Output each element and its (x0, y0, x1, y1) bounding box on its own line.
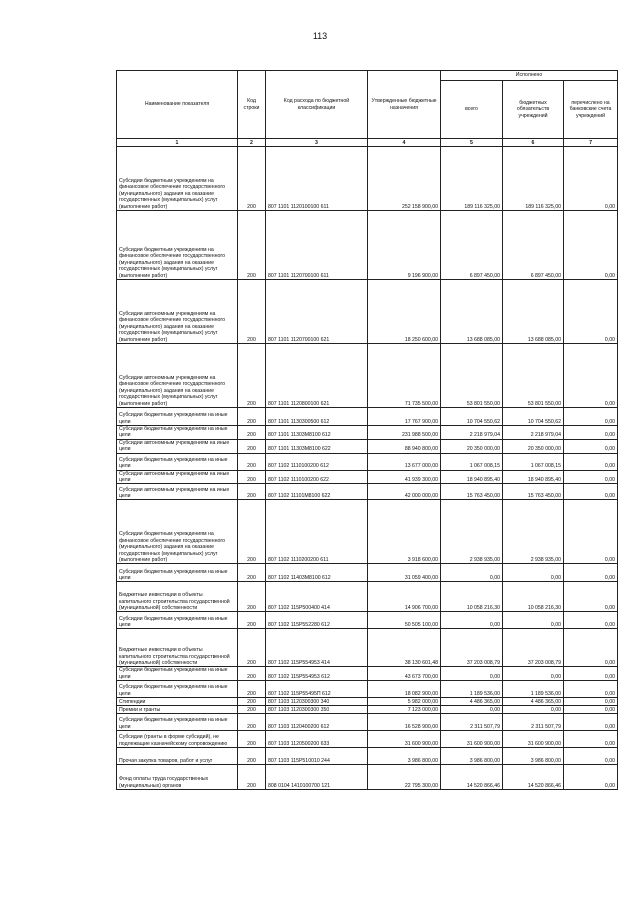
row-total: 53 801 550,00 (441, 344, 503, 408)
row-kbk: 807 1103 1120500200 633 (266, 731, 368, 748)
row-name: Субсидии бюджетным учреждениям на иные цели (117, 612, 238, 629)
row-institutions: 4 486 365,00 (503, 698, 564, 706)
row-name: Субсидии бюджетным учреждениям на финансовое обеспечение государственного (муниципального) задания на оказание государственных (муниципальных) услуг (выполнение работ) (117, 211, 238, 280)
row-code: 200 (238, 147, 266, 211)
row-total: 2 218 979,04 (441, 426, 503, 440)
row-institutions: 2 311 507,79 (503, 714, 564, 731)
row-approved: 5 982 000,00 (368, 698, 441, 706)
row-transfer: 0,00 (564, 453, 618, 470)
row-institutions: 10 704 550,62 (503, 408, 564, 426)
row-kbk: 807 1103 1120300300 350 (266, 706, 368, 714)
row-code: 200 (238, 629, 266, 667)
row-total: 0,00 (441, 667, 503, 681)
header-total: всего (441, 81, 503, 139)
row-code: 200 (238, 211, 266, 280)
row-code: 200 (238, 280, 266, 344)
table-row (117, 612, 618, 629)
row-total: 37 203 008,79 (441, 629, 503, 667)
row-kbk: 807 1101 11303M8100 612 (266, 426, 368, 440)
row-transfer: 0,00 (564, 408, 618, 426)
table-row (117, 280, 618, 344)
row-transfer: 0,00 (564, 714, 618, 731)
row-transfer: 0,00 (564, 748, 618, 765)
row-transfer: 0,00 (564, 629, 618, 667)
row-approved: 42 000 000,00 (368, 484, 441, 500)
row-institutions: 0,00 (503, 612, 564, 629)
row-kbk: 807 1102 11403M8100 612 (266, 564, 368, 582)
row-total: 189 116 325,00 (441, 147, 503, 211)
row-institutions: 20 350 000,00 (503, 439, 564, 453)
row-kbk: 807 1102 115P55495П 612 (266, 681, 368, 698)
row-name: Субсидии (гранты в форме субсидий), не подлежащие казначейскому сопровождению (117, 731, 238, 748)
row-total: 1 189 536,00 (441, 681, 503, 698)
row-approved: 43 673 700,00 (368, 667, 441, 681)
table-row (117, 147, 618, 211)
row-transfer: 0,00 (564, 484, 618, 500)
row-approved: 22 795 300,00 (368, 765, 441, 790)
row-institutions: 3 986 800,00 (503, 748, 564, 765)
table-row (117, 681, 618, 698)
row-code: 200 (238, 667, 266, 681)
row-total: 10 704 550,62 (441, 408, 503, 426)
row-approved: 7 123 000,00 (368, 706, 441, 714)
row-institutions: 0,00 (503, 667, 564, 681)
row-transfer: 0,00 (564, 765, 618, 790)
row-kbk: 807 1102 115P552280 612 (266, 612, 368, 629)
row-transfer: 0,00 (564, 280, 618, 344)
row-approved: 3 986 800,00 (368, 748, 441, 765)
table-row (117, 211, 618, 280)
row-transfer: 0,00 (564, 582, 618, 612)
row-kbk: 807 1101 1130300500 612 (266, 408, 368, 426)
row-transfer: 0,00 (564, 731, 618, 748)
row-approved: 38 130 601,48 (368, 629, 441, 667)
row-kbk: 807 1102 11101M8100 622 (266, 484, 368, 500)
table-row (117, 748, 618, 765)
row-name: Субсидии бюджетным учреждениям на иные цели (117, 681, 238, 698)
row-approved: 252 158 900,00 (368, 147, 441, 211)
header-kbk: Код расхода по бюджетной классификации (266, 71, 368, 139)
row-institutions: 6 897 450,00 (503, 211, 564, 280)
row-code: 200 (238, 500, 266, 564)
table-row (117, 714, 618, 731)
table-row (117, 706, 618, 714)
row-transfer: 0,00 (564, 564, 618, 582)
table-row (117, 344, 618, 408)
column-numbers-row (117, 139, 618, 147)
row-name: Бюджетные инвестиции в объекты капитального строительства государственной (муниципальной) собственности (117, 629, 238, 667)
row-code: 200 (238, 344, 266, 408)
row-kbk: 807 1102 1110100200 622 (266, 470, 368, 484)
row-code: 200 (238, 470, 266, 484)
row-kbk: 807 1101 1120700100 621 (266, 280, 368, 344)
column-number: 4 (368, 139, 441, 147)
row-kbk: 807 1103 1120300300 340 (266, 698, 368, 706)
row-approved: 14 906 700,00 (368, 582, 441, 612)
row-approved: 71 735 500,00 (368, 344, 441, 408)
row-total: 10 058 216,30 (441, 582, 503, 612)
row-total: 0,00 (441, 706, 503, 714)
row-transfer: 0,00 (564, 426, 618, 440)
row-institutions: 2 218 979,04 (503, 426, 564, 440)
row-institutions: 1 067 008,15 (503, 453, 564, 470)
row-institutions: 37 203 008,79 (503, 629, 564, 667)
table-row (117, 698, 618, 706)
row-approved: 17 767 900,00 (368, 408, 441, 426)
column-number: 2 (238, 139, 266, 147)
column-number: 5 (441, 139, 503, 147)
row-kbk: 807 1101 1120100100 611 (266, 147, 368, 211)
row-institutions: 0,00 (503, 564, 564, 582)
row-name: Субсидии автономным учреждениям на иные цели (117, 470, 238, 484)
row-total: 4 486 365,00 (441, 698, 503, 706)
row-kbk: 807 1102 1110200200 611 (266, 500, 368, 564)
header-approved: Утвержденные бюджетные назначения (368, 71, 441, 139)
row-institutions: 18 940 895,40 (503, 470, 564, 484)
row-transfer: 0,00 (564, 344, 618, 408)
row-name: Субсидии бюджетным учреждениям на иные цели (117, 408, 238, 426)
row-code: 200 (238, 698, 266, 706)
page-number: 113 (312, 31, 328, 41)
row-total: 18 940 895,40 (441, 470, 503, 484)
row-total: 2 938 935,00 (441, 500, 503, 564)
row-name: Субсидии бюджетным учреждениям на иные цели (117, 426, 238, 440)
row-code: 200 (238, 439, 266, 453)
row-total: 3 986 800,00 (441, 748, 503, 765)
row-approved: 13 677 000,00 (368, 453, 441, 470)
row-name: Премии и гранты (117, 706, 238, 714)
row-name: Субсидии бюджетным учреждениям на иные цели (117, 564, 238, 582)
row-name: Стипендии (117, 698, 238, 706)
row-code: 200 (238, 612, 266, 629)
row-total: 14 520 866,46 (441, 765, 503, 790)
table-row (117, 564, 618, 582)
row-name: Бюджетные инвестиции в объекты капитального строительства государственной (муниципальной) собственности (117, 582, 238, 612)
row-name: Субсидии бюджетным учреждениям на иные цели (117, 714, 238, 731)
row-transfer: 0,00 (564, 612, 618, 629)
row-name: Прочая закупка товаров, работ и услуг (117, 748, 238, 765)
row-name: Субсидии бюджетным учреждениям на финансовое обеспечение государственного (муниципального) задания на оказание государственных (муниципальных) услуг (выполнение работ) (117, 500, 238, 564)
row-kbk: 807 1101 1120700100 611 (266, 211, 368, 280)
row-total: 20 350 000,00 (441, 439, 503, 453)
row-total: 31 600 900,00 (441, 731, 503, 748)
row-transfer: 0,00 (564, 698, 618, 706)
table-row (117, 453, 618, 470)
row-approved: 41 939 300,00 (368, 470, 441, 484)
row-approved: 50 505 100,00 (368, 612, 441, 629)
column-number: 3 (266, 139, 368, 147)
row-code: 200 (238, 564, 266, 582)
row-transfer: 0,00 (564, 147, 618, 211)
header-transfer: перечислено на банковские счета учреждений (564, 81, 618, 139)
row-total: 6 897 450,00 (441, 211, 503, 280)
row-kbk: 807 1102 115P554953 612 (266, 667, 368, 681)
row-transfer: 0,00 (564, 667, 618, 681)
row-code: 200 (238, 731, 266, 748)
row-name: Субсидии автономным учреждениям на финансовое обеспечение государственного (муниципального) задания на оказание государственных (муниципальных) услуг (выполнение работ) (117, 280, 238, 344)
row-transfer: 0,00 (564, 500, 618, 564)
row-code: 200 (238, 714, 266, 731)
row-code: 200 (238, 484, 266, 500)
column-number: 7 (564, 139, 618, 147)
row-total: 0,00 (441, 612, 503, 629)
row-name: Субсидии автономным учреждениям на иные цели (117, 439, 238, 453)
row-name: Фонд оплаты труда государственных (муниципальных) органов (117, 765, 238, 790)
table-row (117, 426, 618, 440)
row-institutions: 13 688 085,00 (503, 280, 564, 344)
table-row (117, 500, 618, 564)
row-institutions: 14 520 866,46 (503, 765, 564, 790)
row-code: 200 (238, 582, 266, 612)
row-institutions: 2 938 935,00 (503, 500, 564, 564)
row-approved: 18 250 600,00 (368, 280, 441, 344)
row-total: 15 763 450,00 (441, 484, 503, 500)
header-name: Наименование показателя (117, 71, 238, 139)
row-transfer: 0,00 (564, 439, 618, 453)
row-approved: 88 940 800,00 (368, 439, 441, 453)
row-name: Субсидии автономным учреждениям на иные цели (117, 484, 238, 500)
row-code: 200 (238, 408, 266, 426)
row-institutions: 15 763 450,00 (503, 484, 564, 500)
table-body (117, 139, 618, 790)
table-row (117, 667, 618, 681)
budget-execution-table (116, 70, 618, 790)
row-name: Субсидии бюджетным учреждениям на иные цели (117, 453, 238, 470)
row-kbk: 807 1102 1110100200 612 (266, 453, 368, 470)
row-institutions: 0,00 (503, 706, 564, 714)
row-approved: 16 528 900,00 (368, 714, 441, 731)
table-row (117, 731, 618, 748)
row-code: 200 (238, 748, 266, 765)
row-code: 200 (238, 706, 266, 714)
table-row (117, 439, 618, 453)
row-kbk: 807 1101 1120800100 621 (266, 344, 368, 408)
row-approved: 31 059 400,00 (368, 564, 441, 582)
row-kbk: 807 1102 115P554953 414 (266, 629, 368, 667)
row-approved: 9 196 900,00 (368, 211, 441, 280)
row-approved: 18 082 900,00 (368, 681, 441, 698)
row-code: 200 (238, 426, 266, 440)
header-executed: Исполнено (441, 71, 618, 81)
row-name: Субсидии бюджетным учреждениям на финансовое обеспечение государственного (муниципального) задания на оказание государственных (муниципальных) услуг (выполнение работ) (117, 147, 238, 211)
column-number: 6 (503, 139, 564, 147)
row-kbk: 807 1103 115P510010 244 (266, 748, 368, 765)
row-transfer: 0,00 (564, 470, 618, 484)
table-row (117, 629, 618, 667)
row-institutions: 31 600 900,00 (503, 731, 564, 748)
row-institutions: 189 116 325,00 (503, 147, 564, 211)
table-row (117, 408, 618, 426)
row-approved: 3 918 600,00 (368, 500, 441, 564)
table-row (117, 765, 618, 790)
row-kbk: 808 0104 1410100700 121 (266, 765, 368, 790)
row-name: Субсидии автономным учреждениям на финансовое обеспечение государственного (муниципального) задания на оказание государственных (муниципальных) услуг (выполнение работ) (117, 344, 238, 408)
header-code: Код строки (238, 71, 266, 139)
table-row (117, 470, 618, 484)
row-kbk: 807 1103 1120400200 612 (266, 714, 368, 731)
row-transfer: 0,00 (564, 681, 618, 698)
row-transfer: 0,00 (564, 211, 618, 280)
row-institutions: 1 189 536,00 (503, 681, 564, 698)
column-number: 1 (117, 139, 238, 147)
row-total: 13 688 085,00 (441, 280, 503, 344)
header-institutions: бюджетных обязательств учреждений (503, 81, 564, 139)
row-total: 2 311 507,79 (441, 714, 503, 731)
row-approved: 31 600 900,00 (368, 731, 441, 748)
row-institutions: 10 058 216,30 (503, 582, 564, 612)
table-row (117, 484, 618, 500)
row-kbk: 807 1102 115P500400 414 (266, 582, 368, 612)
row-code: 200 (238, 765, 266, 790)
row-transfer: 0,00 (564, 706, 618, 714)
row-institutions: 53 801 550,00 (503, 344, 564, 408)
table-row (117, 582, 618, 612)
row-total: 1 067 008,15 (441, 453, 503, 470)
row-approved: 231 988 500,00 (368, 426, 441, 440)
row-name: Субсидии бюджетным учреждениям на иные цели (117, 667, 238, 681)
row-total: 0,00 (441, 564, 503, 582)
row-code: 200 (238, 453, 266, 470)
row-code: 200 (238, 681, 266, 698)
row-kbk: 807 1101 11303M8100 622 (266, 439, 368, 453)
